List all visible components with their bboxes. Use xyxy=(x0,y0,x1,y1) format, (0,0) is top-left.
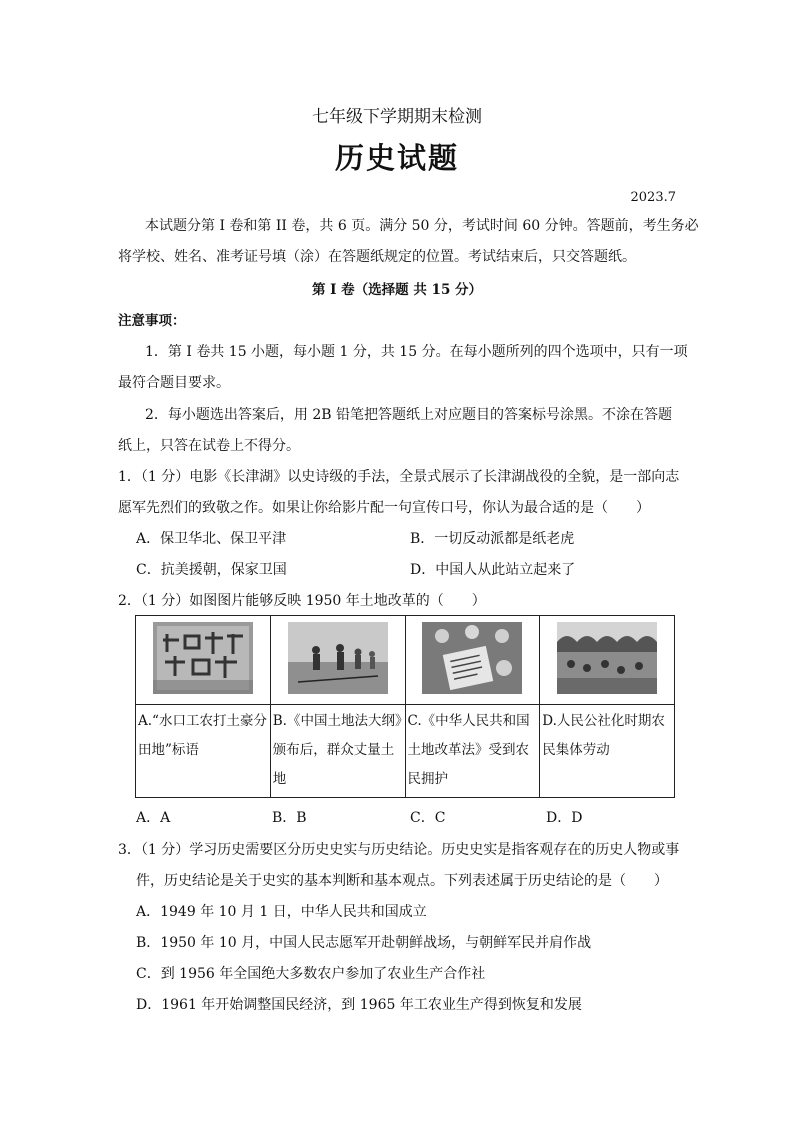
q2-image-cell-a xyxy=(136,616,271,705)
q2-caption-d: D.人民公社化时期农民集体劳动 xyxy=(542,713,665,758)
q2-caption-b: B.《中国土地法大纲》颁布后，群众丈量土地 xyxy=(272,713,402,787)
q2-image-cell-b xyxy=(270,616,405,705)
q1-stem-line-2: 愿军先烈们的致敬之作。如果让你给影片配一句宣传口号，你认为最合适的是（ ） xyxy=(118,500,650,516)
land-measuring-photo-icon xyxy=(288,622,388,694)
q2-option-a: A．A xyxy=(136,810,171,826)
note-1-line-2: 最符合题目要求。 xyxy=(118,375,230,391)
notes-label: 注意事项： xyxy=(118,313,186,329)
exam-title: 历史试题 xyxy=(334,141,459,175)
q2-caption-c: C.《中华人民共和国土地改革法》受到农民拥护 xyxy=(407,713,530,787)
q2-image-cell-c xyxy=(405,616,540,705)
q2-option-d: D．D xyxy=(546,810,583,826)
exam-subtitle: 七年级下学期期末检测 xyxy=(312,107,482,127)
q2-image-cell-d xyxy=(540,616,675,705)
q3-stem-line-1: 3．（1 分）学习历史需要区分历史史实与历史结论。历史史实是指客观存在的历史人物或事 xyxy=(118,842,680,858)
intro-line-2: 将学校、姓名、准考证号填（涂）在答题纸规定的位置。考试结束后，只交答题纸。 xyxy=(118,249,636,265)
q3-stem-line-2: 件，历史结论是关于史实的基本判断和基本观点。下列表述属于历史结论的是（ ） xyxy=(136,873,668,889)
collective-labor-photo-icon xyxy=(557,622,657,694)
q1-option-a: A．保卫华北、保卫平津 xyxy=(136,531,287,547)
q3-option-a: A．1949 年 10 月 1 日，中华人民共和国成立 xyxy=(136,904,427,920)
q2-image-table xyxy=(135,615,675,798)
q2-caption-cell-a xyxy=(136,705,271,798)
poster-support-photo-icon xyxy=(422,622,522,694)
q2-caption-cell-d xyxy=(540,705,675,798)
note-2-line-1: 2．每小题选出答案后，用 2B 铅笔把答题纸上对应题目的答案标号涂黑。不涂在答题 xyxy=(145,407,673,423)
note-2-line-2: 纸上，只答在试卷上不得分。 xyxy=(118,438,300,454)
exam-date: 2023.7 xyxy=(630,190,676,205)
q1-option-d: D．中国人从此站立起来了 xyxy=(410,562,576,578)
q3-option-c: C．到 1956 年全国绝大多数农户参加了农业生产合作社 xyxy=(136,966,486,982)
q3-option-d: D．1961 年开始调整国民经济，到 1965 年工农业生产得到恢复和发展 xyxy=(136,997,582,1013)
q1-stem-line-1: 1．（1 分）电影《长津湖》以史诗级的手法，全景式展示了长津湖战役的全貌，是一部向志 xyxy=(118,469,680,485)
q2-option-c: C．C xyxy=(410,810,446,826)
q2-caption-cell-c xyxy=(405,705,540,798)
intro-line-1: 本试题分第 I 卷和第 II 卷，共 6 页。满分 50 分，考试时间 60 分钟。答题前，考生务必 xyxy=(145,218,699,234)
q2-stem: 2．（1 分）如图图片能够反映 1950 年土地改革的（ ） xyxy=(118,593,486,609)
section-heading: 第 I 卷（选择题 共 15 分） xyxy=(311,282,483,298)
q1-option-c: C．抗美援朝，保家卫国 xyxy=(136,562,287,578)
slogan-photo-icon xyxy=(153,622,253,694)
q1-option-b: B．一切反动派都是纸老虎 xyxy=(410,531,575,547)
q3-option-b: B．1950 年 10 月，中国人民志愿军开赴朝鲜战场，与朝鲜军民并肩作战 xyxy=(136,935,592,951)
note-1-line-1: 1．第 I 卷共 15 小题，每小题 1 分，共 15 分。在每小题所列的四个选项中，只有一项 xyxy=(145,344,688,360)
q2-caption-cell-b xyxy=(270,705,405,798)
q2-caption-a: A.“水口工农打土豪分田地”标语 xyxy=(138,713,267,758)
q2-option-b: B．B xyxy=(272,810,307,826)
